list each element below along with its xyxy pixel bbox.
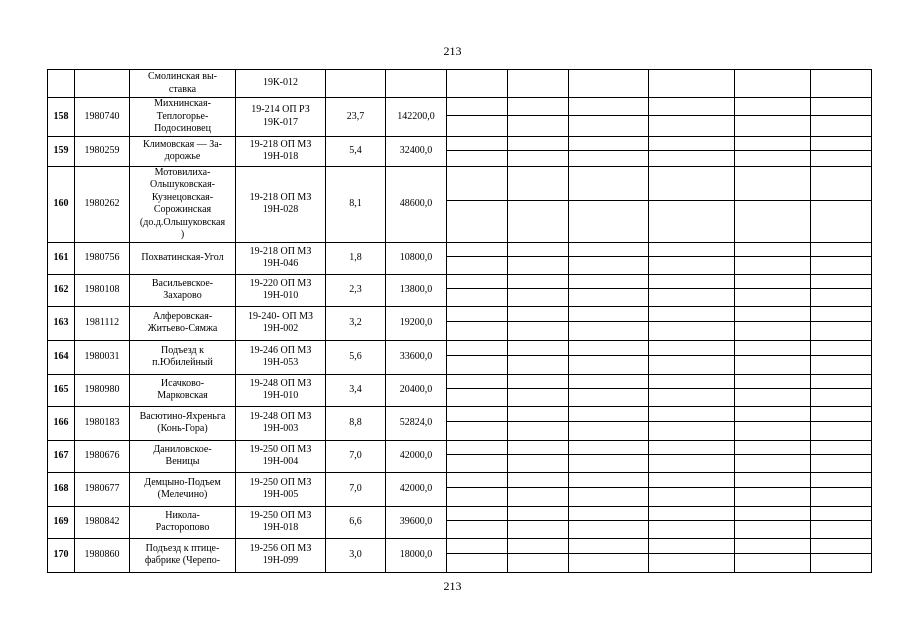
table-row	[48, 506, 872, 538]
object-code: 1980740	[75, 98, 130, 137]
blank-cell	[447, 406, 508, 440]
ruled-line	[811, 388, 871, 389]
ruled-line	[447, 150, 507, 151]
blank-cell	[508, 274, 569, 306]
ruled-line	[569, 115, 648, 116]
length-km: 7,0	[326, 472, 386, 506]
ruled-line	[447, 256, 507, 257]
blank-cell	[447, 472, 508, 506]
ruled-line	[649, 355, 734, 356]
blank-cell	[569, 406, 649, 440]
table-row	[48, 136, 872, 166]
object-code: 1980860	[75, 538, 130, 572]
ruled-line	[811, 115, 871, 116]
blank-cell	[649, 166, 735, 242]
ruled-line	[735, 115, 810, 116]
length-km: 5,6	[326, 340, 386, 374]
ruled-line	[447, 553, 507, 554]
road-name: Смолинская вы- ставка	[130, 70, 236, 98]
ruled-line	[735, 288, 810, 289]
blank-cell	[508, 340, 569, 374]
blank-cell	[508, 306, 569, 340]
cost-value	[386, 70, 447, 98]
blank-cell	[508, 406, 569, 440]
blank-cell	[649, 440, 735, 472]
blank-cell	[447, 440, 508, 472]
blank-cell	[447, 506, 508, 538]
cost-value: 10800,0	[386, 242, 447, 274]
ruled-line	[569, 256, 648, 257]
ruled-line	[649, 115, 734, 116]
blank-cell	[811, 538, 872, 572]
road-id: 19-250 ОП МЗ 19Н-005	[236, 472, 326, 506]
road-name: Подъезд к птице- фабрике (Черепо-	[130, 538, 236, 572]
blank-cell	[735, 506, 811, 538]
blank-cell	[569, 374, 649, 406]
blank-cell	[735, 340, 811, 374]
road-name: Климовская — За- дорожье	[130, 136, 236, 166]
page-number-top: 213	[443, 44, 462, 58]
blank-cell	[569, 340, 649, 374]
blank-cell	[447, 306, 508, 340]
cost-value: 39600,0	[386, 506, 447, 538]
length-km: 3,0	[326, 538, 386, 572]
blank-cell	[649, 506, 735, 538]
road-id: 19-220 ОП МЗ 19Н-010	[236, 274, 326, 306]
ruled-line	[735, 421, 810, 422]
blank-cell	[811, 440, 872, 472]
object-code: 1980259	[75, 136, 130, 166]
ruled-line	[649, 200, 734, 201]
blank-cell	[811, 406, 872, 440]
page-number-bottom: 213	[443, 579, 462, 593]
road-id: 19К-012	[236, 70, 326, 98]
ruled-line	[508, 288, 568, 289]
blank-cell	[735, 274, 811, 306]
ruled-line	[447, 115, 507, 116]
road-name: Даниловское- Веницы	[130, 440, 236, 472]
length-km	[326, 70, 386, 98]
blank-cell	[569, 538, 649, 572]
road-id: 19-218 ОП МЗ 19Н-046	[236, 242, 326, 274]
road-id: 19-248 ОП МЗ 19Н-010	[236, 374, 326, 406]
ruled-line	[569, 520, 648, 521]
blank-cell	[649, 406, 735, 440]
ruled-line	[508, 388, 568, 389]
road-id: 19-256 ОП МЗ 19Н-099	[236, 538, 326, 572]
cost-value: 52824,0	[386, 406, 447, 440]
blank-cell	[447, 274, 508, 306]
road-name: Васютино-Яхреньга (Конь-Гора)	[130, 406, 236, 440]
blank-cell	[569, 70, 649, 98]
row-number: 158	[48, 98, 75, 137]
blank-cell	[811, 98, 872, 137]
blank-cell	[649, 340, 735, 374]
road-table	[47, 69, 872, 573]
object-code: 1980262	[75, 166, 130, 242]
ruled-line	[508, 115, 568, 116]
blank-cell	[649, 98, 735, 137]
ruled-line	[447, 520, 507, 521]
ruled-line	[447, 421, 507, 422]
table-row	[48, 472, 872, 506]
road-name: Михнинская- Теплогорье- Подосиновец	[130, 98, 236, 137]
blank-cell	[735, 98, 811, 137]
blank-cell	[735, 70, 811, 98]
blank-cell	[569, 136, 649, 166]
blank-cell	[735, 406, 811, 440]
row-number: 163	[48, 306, 75, 340]
road-id: 19-248 ОП МЗ 19Н-003	[236, 406, 326, 440]
ruled-line	[447, 487, 507, 488]
blank-cell	[649, 274, 735, 306]
ruled-line	[811, 256, 871, 257]
object-code: 1981112	[75, 306, 130, 340]
ruled-line	[569, 288, 648, 289]
road-name: Никола- Расторопово	[130, 506, 236, 538]
ruled-line	[447, 200, 507, 201]
ruled-line	[735, 355, 810, 356]
ruled-line	[508, 487, 568, 488]
ruled-line	[811, 150, 871, 151]
road-name: Демцыно-Подъем (Мелечино)	[130, 472, 236, 506]
ruled-line	[735, 321, 810, 322]
row-number: 167	[48, 440, 75, 472]
blank-cell	[649, 472, 735, 506]
object-code: 1980031	[75, 340, 130, 374]
ruled-line	[569, 200, 648, 201]
road-name: Мотовилиха- Ольшуковская- Кузнецовская- Сорожинская (до.д.Ольшуковская )	[130, 166, 236, 242]
cost-value: 42000,0	[386, 472, 447, 506]
ruled-line	[649, 288, 734, 289]
blank-cell	[649, 136, 735, 166]
ruled-line	[569, 421, 648, 422]
blank-cell	[649, 306, 735, 340]
blank-cell	[811, 506, 872, 538]
blank-cell	[649, 70, 735, 98]
ruled-line	[649, 553, 734, 554]
ruled-line	[569, 454, 648, 455]
ruled-line	[447, 454, 507, 455]
blank-cell	[735, 374, 811, 406]
blank-cell	[569, 242, 649, 274]
ruled-line	[735, 454, 810, 455]
table-row	[48, 340, 872, 374]
ruled-line	[508, 150, 568, 151]
blank-cell	[811, 340, 872, 374]
object-code: 1980676	[75, 440, 130, 472]
road-name: Похватинская-Угол	[130, 242, 236, 274]
ruled-line	[735, 553, 810, 554]
blank-cell	[735, 242, 811, 274]
ruled-line	[811, 288, 871, 289]
ruled-line	[735, 487, 810, 488]
blank-cell	[811, 166, 872, 242]
ruled-line	[649, 256, 734, 257]
blank-cell	[508, 374, 569, 406]
ruled-line	[569, 150, 648, 151]
object-code: 1980980	[75, 374, 130, 406]
blank-cell	[508, 538, 569, 572]
ruled-line	[811, 487, 871, 488]
object-code: 1980756	[75, 242, 130, 274]
row-number: 168	[48, 472, 75, 506]
ruled-line	[811, 200, 871, 201]
blank-cell	[811, 274, 872, 306]
road-name: Алферовская- Житьево-Сямжа	[130, 306, 236, 340]
blank-cell	[811, 472, 872, 506]
ruled-line	[447, 288, 507, 289]
ruled-line	[735, 150, 810, 151]
ruled-line	[649, 388, 734, 389]
object-code: 1980677	[75, 472, 130, 506]
ruled-line	[735, 256, 810, 257]
object-code: 1980842	[75, 506, 130, 538]
length-km: 5,4	[326, 136, 386, 166]
ruled-line	[569, 487, 648, 488]
row-number: 170	[48, 538, 75, 572]
blank-cell	[735, 538, 811, 572]
road-id: 19-214 ОП РЗ 19К-017	[236, 98, 326, 137]
road-name: Васильевское- Захарово	[130, 274, 236, 306]
blank-cell	[447, 340, 508, 374]
cost-value: 13800,0	[386, 274, 447, 306]
ruled-line	[508, 421, 568, 422]
length-km: 23,7	[326, 98, 386, 137]
blank-cell	[508, 70, 569, 98]
object-code: 1980108	[75, 274, 130, 306]
table-row	[48, 440, 872, 472]
row-number: 161	[48, 242, 75, 274]
blank-cell	[447, 242, 508, 274]
table-row	[48, 70, 872, 98]
table-row	[48, 166, 872, 242]
length-km: 8,1	[326, 166, 386, 242]
road-id: 19-250 ОП МЗ 19Н-018	[236, 506, 326, 538]
blank-cell	[735, 440, 811, 472]
ruled-line	[569, 355, 648, 356]
road-id: 19-246 ОП МЗ 19Н-053	[236, 340, 326, 374]
road-name: Подъезд к п.Юбилейный	[130, 340, 236, 374]
blank-cell	[508, 242, 569, 274]
blank-cell	[735, 306, 811, 340]
length-km: 3,4	[326, 374, 386, 406]
ruled-line	[649, 150, 734, 151]
table-row	[48, 274, 872, 306]
ruled-line	[508, 553, 568, 554]
ruled-line	[508, 520, 568, 521]
ruled-line	[447, 388, 507, 389]
blank-cell	[649, 538, 735, 572]
length-km: 1,8	[326, 242, 386, 274]
table-row	[48, 406, 872, 440]
object-code: 1980183	[75, 406, 130, 440]
ruled-line	[508, 200, 568, 201]
ruled-line	[569, 388, 648, 389]
cost-value: 142200,0	[386, 98, 447, 137]
blank-cell	[569, 306, 649, 340]
blank-cell	[447, 70, 508, 98]
length-km: 6,6	[326, 506, 386, 538]
blank-cell	[508, 98, 569, 137]
ruled-line	[508, 454, 568, 455]
blank-cell	[811, 306, 872, 340]
blank-cell	[569, 506, 649, 538]
ruled-line	[649, 321, 734, 322]
cost-value: 20400,0	[386, 374, 447, 406]
row-number	[48, 70, 75, 98]
ruled-line	[811, 355, 871, 356]
cost-value: 42000,0	[386, 440, 447, 472]
blank-cell	[508, 440, 569, 472]
blank-cell	[508, 472, 569, 506]
blank-cell	[811, 70, 872, 98]
ruled-line	[447, 321, 507, 322]
ruled-line	[649, 520, 734, 521]
blank-cell	[569, 274, 649, 306]
ruled-line	[569, 553, 648, 554]
table-row	[48, 242, 872, 274]
blank-cell	[569, 472, 649, 506]
cost-value: 18000,0	[386, 538, 447, 572]
table-row	[48, 306, 872, 340]
row-number: 165	[48, 374, 75, 406]
ruled-line	[508, 321, 568, 322]
table-row	[48, 374, 872, 406]
ruled-line	[735, 388, 810, 389]
ruled-line	[735, 520, 810, 521]
ruled-line	[447, 355, 507, 356]
blank-cell	[569, 166, 649, 242]
object-code	[75, 70, 130, 98]
ruled-line	[649, 487, 734, 488]
blank-cell	[447, 374, 508, 406]
ruled-line	[811, 421, 871, 422]
blank-cell	[811, 136, 872, 166]
ruled-line	[569, 321, 648, 322]
ruled-line	[735, 200, 810, 201]
ruled-line	[508, 256, 568, 257]
table-row	[48, 538, 872, 572]
road-name: Исачково- Марковская	[130, 374, 236, 406]
length-km: 2,3	[326, 274, 386, 306]
blank-cell	[735, 136, 811, 166]
blank-cell	[508, 166, 569, 242]
blank-cell	[735, 166, 811, 242]
cost-value: 48600,0	[386, 166, 447, 242]
row-number: 160	[48, 166, 75, 242]
blank-cell	[735, 472, 811, 506]
row-number: 159	[48, 136, 75, 166]
cost-value: 33600,0	[386, 340, 447, 374]
blank-cell	[649, 374, 735, 406]
blank-cell	[811, 374, 872, 406]
table-row	[48, 98, 872, 137]
ruled-line	[649, 421, 734, 422]
blank-cell	[569, 98, 649, 137]
cost-value: 32400,0	[386, 136, 447, 166]
row-number: 162	[48, 274, 75, 306]
ruled-line	[811, 454, 871, 455]
ruled-line	[508, 355, 568, 356]
blank-cell	[649, 242, 735, 274]
road-id: 19-240- ОП МЗ 19Н-002	[236, 306, 326, 340]
blank-cell	[447, 136, 508, 166]
cost-value: 19200,0	[386, 306, 447, 340]
blank-cell	[508, 506, 569, 538]
length-km: 8,8	[326, 406, 386, 440]
blank-cell	[447, 166, 508, 242]
length-km: 3,2	[326, 306, 386, 340]
road-id: 19-250 ОП МЗ 19Н-004	[236, 440, 326, 472]
blank-cell	[508, 136, 569, 166]
length-km: 7,0	[326, 440, 386, 472]
row-number: 164	[48, 340, 75, 374]
blank-cell	[447, 98, 508, 137]
road-id: 19-218 ОП МЗ 19Н-028	[236, 166, 326, 242]
ruled-line	[811, 520, 871, 521]
row-number: 166	[48, 406, 75, 440]
blank-cell	[447, 538, 508, 572]
ruled-line	[811, 321, 871, 322]
blank-cell	[569, 440, 649, 472]
row-number: 169	[48, 506, 75, 538]
road-id: 19-218 ОП МЗ 19Н-018	[236, 136, 326, 166]
ruled-line	[811, 553, 871, 554]
ruled-line	[649, 454, 734, 455]
blank-cell	[811, 242, 872, 274]
